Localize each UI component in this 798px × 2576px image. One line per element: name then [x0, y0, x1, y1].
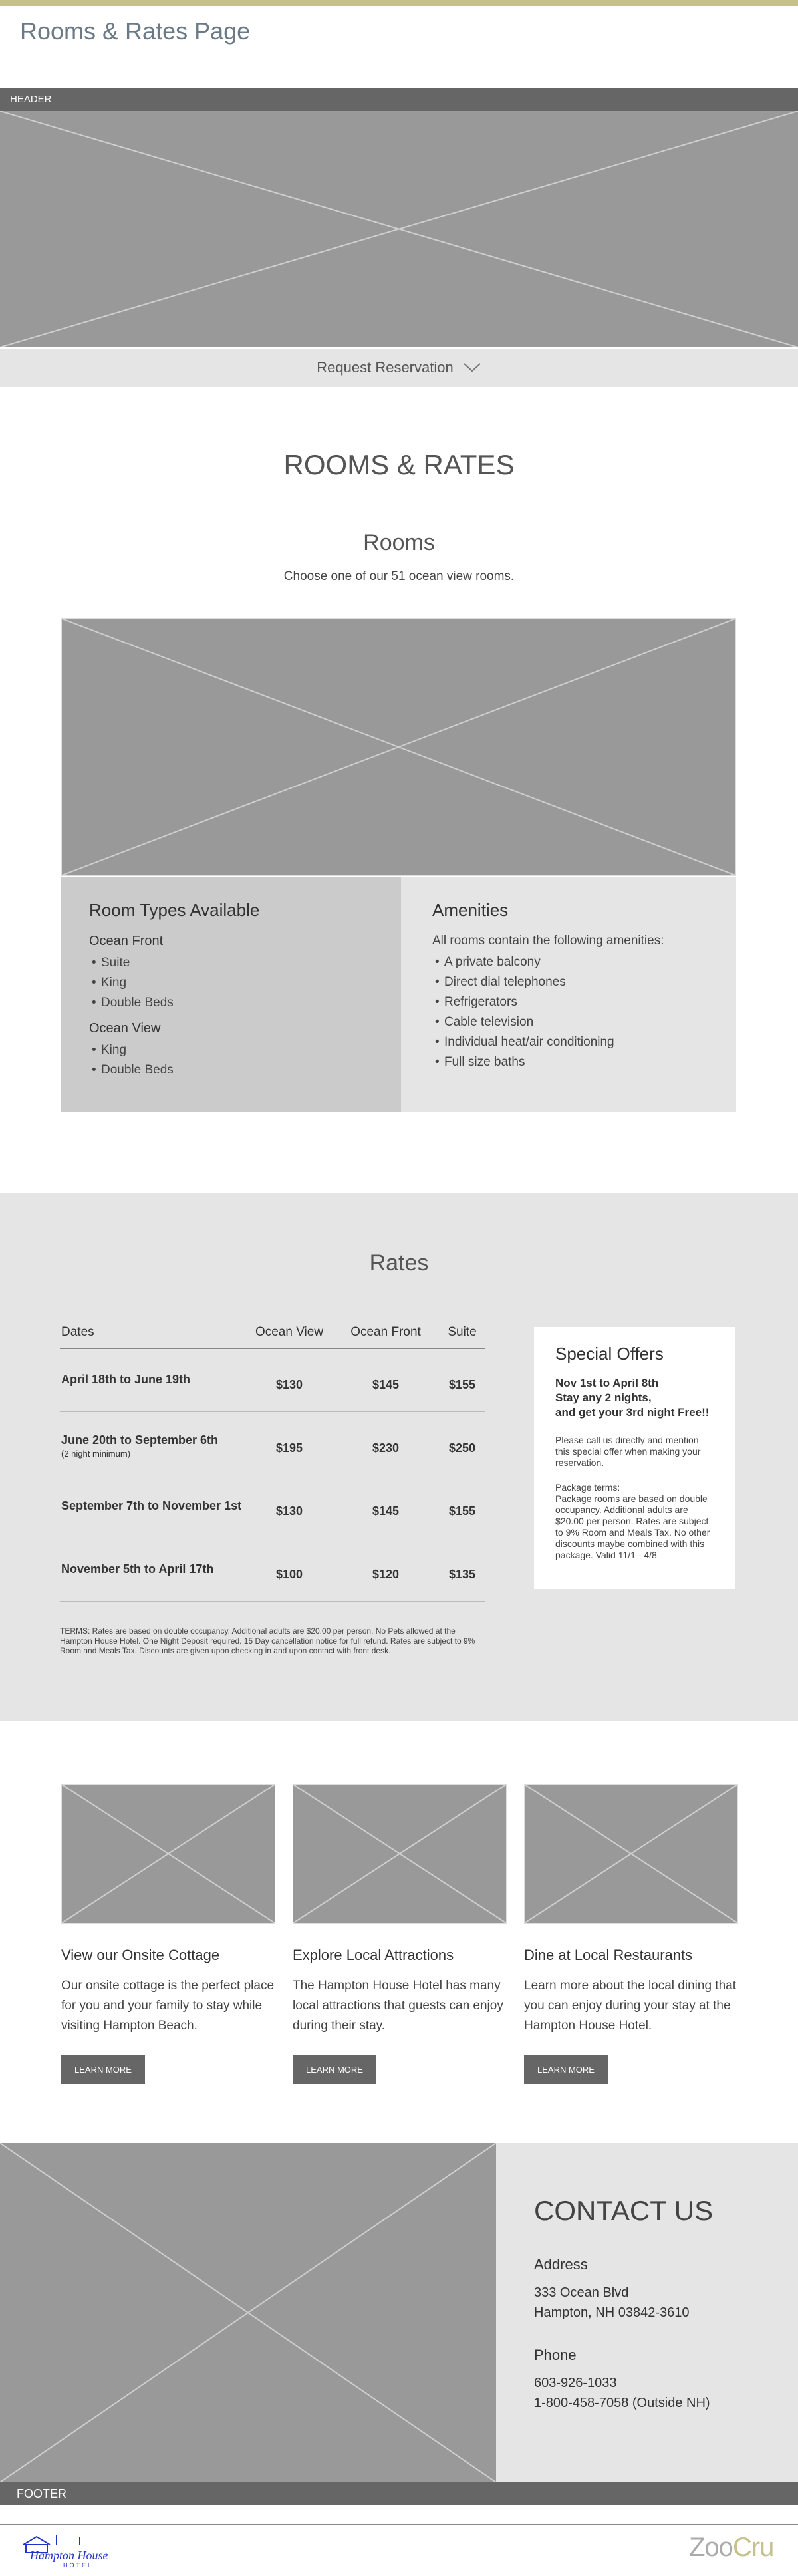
phone-label: Phone — [534, 2347, 577, 2363]
rate-dates — [61, 1562, 213, 1576]
table-row — [60, 1538, 485, 1602]
rate-suite: $250 — [448, 1441, 476, 1455]
list-item: • King — [89, 973, 373, 993]
hotel-logo-sub: HOTEL — [63, 2562, 94, 2569]
learn-more-button[interactable]: LEARN MORE — [293, 2055, 376, 2084]
package-terms-label: Package terms: — [555, 1482, 620, 1493]
cottage-card — [61, 1784, 275, 2084]
list-item: • Full size baths — [432, 1052, 705, 1072]
rate-dates — [61, 1499, 241, 1513]
special-offers-title: Special Offers — [555, 1344, 664, 1363]
rates-terms: TERMS: Rates are based on double occupancy. Additional adults are $20.00 per person. No Pets allowed at the Hampton House Hotel. One Night Deposit required. 15 Day cancellation notice for full refund. Rates are subject to 9% Room and Meals Tax. Discounts are given upon checking in and upon contact with front desk. — [60, 1626, 475, 1655]
card-text: The Hampton House Hotel has many local attractions that guests can enjoy during their stay. — [293, 1979, 503, 2033]
address-line: 333 Ocean Blvd — [534, 2285, 629, 2300]
rate-suite: $155 — [448, 1504, 476, 1518]
request-reservation-dropdown[interactable] — [0, 347, 798, 387]
special-offers-headline — [555, 1376, 714, 1420]
card-title: View our Onsite Cottage — [61, 1947, 220, 1963]
special-offers-note: Please call us directly and mention this special offer when making your reservation. — [555, 1435, 701, 1468]
special-offers-headline-line: and get your 3rd night Free!! — [555, 1406, 710, 1419]
room-group-list — [89, 1040, 373, 1080]
rates-heading: Rates — [369, 1250, 429, 1276]
rate-ocean-view: $130 — [275, 1504, 303, 1518]
amenities-intro: All rooms contain the following amenities: — [432, 934, 664, 948]
column-header: Ocean Front — [350, 1325, 421, 1339]
attractions-card — [293, 1784, 507, 2084]
table-row — [60, 1412, 485, 1475]
learn-more-button[interactable]: LEARN MORE — [61, 2055, 145, 2084]
rate-dates — [61, 1433, 218, 1459]
page-title: Rooms & Rates Page — [20, 17, 251, 45]
special-offers-box — [534, 1327, 735, 1589]
room-types-panel — [61, 877, 401, 1112]
hotel-logo-text: Hampton House — [30, 2549, 108, 2562]
chevron-down-icon — [463, 362, 481, 373]
column-header: Ocean View — [255, 1325, 324, 1339]
rate-ocean-front: $145 — [372, 1378, 400, 1391]
room-group-title: Ocean Front — [89, 934, 164, 948]
address-block — [534, 2256, 760, 2323]
rate-ocean-view: $130 — [275, 1378, 303, 1391]
rooms-subheading: Choose one of our 51 ocean view rooms. — [283, 569, 515, 583]
room-group-list — [89, 953, 373, 1013]
rooms-heading: Rooms — [363, 530, 435, 555]
card-image-placeholder — [61, 1784, 275, 1924]
list-item: • King — [89, 1040, 373, 1060]
rate-ocean-front: $145 — [372, 1504, 400, 1518]
card-text: Learn more about the local dining that you can enjoy during your stay at the Hampton House Hotel. — [524, 1979, 736, 2033]
list-item: • Suite — [89, 953, 373, 973]
card-text: Our onsite cottage is the perfect place for you and your family to stay while visiting Hampton Beach. — [61, 1979, 275, 2033]
rooms-image-placeholder — [61, 618, 736, 876]
header-bar: HEADER — [0, 88, 798, 111]
table-row — [60, 1349, 485, 1412]
package-terms: Package rooms are based on double occupancy. Additional adults are $20.00 per person. Rates are subject to 9% Room and Meals Tax. No other discounts maybe combined with this package. Valid 11/1 - 4/8 — [555, 1493, 710, 1560]
list-item: • Double Beds — [89, 1060, 373, 1080]
rate-dates-label: April 18th to June 19th — [61, 1373, 191, 1386]
rate-dates-label: September 7th to November 1st — [61, 1499, 242, 1512]
contact-panel — [496, 2143, 798, 2482]
room-group-title: Ocean View — [89, 1021, 161, 1036]
rate-dates — [61, 1373, 190, 1387]
phone-number[interactable]: 603-926-1033 — [534, 2376, 617, 2390]
address-line: Hampton, NH 03842-3610 — [534, 2305, 690, 2320]
list-item: • Double Beds — [89, 993, 373, 1013]
card-title: Dine at Local Restaurants — [524, 1947, 693, 1963]
card-title: Explore Local Attractions — [293, 1947, 454, 1963]
footer-bar: FOOTER — [0, 2482, 798, 2505]
room-types-title: Room Types Available — [89, 900, 260, 920]
card-image-placeholder — [293, 1784, 507, 1924]
phone-number[interactable]: 1-800-458-7058 (Outside NH) — [534, 2396, 710, 2410]
rate-note: (2 night minimum) — [61, 1449, 131, 1459]
amenities-title: Amenities — [432, 900, 509, 920]
footer-divider — [0, 2524, 798, 2525]
restaurants-card — [524, 1784, 738, 2084]
rate-ocean-front: $230 — [372, 1441, 400, 1455]
hero-image-placeholder — [0, 111, 798, 347]
list-item: • Individual heat/air conditioning — [432, 1032, 705, 1052]
rates-table — [60, 1321, 485, 1602]
table-row — [60, 1475, 485, 1538]
list-item: • A private balcony — [432, 952, 705, 972]
zoocru-logo-a: Zoo — [689, 2533, 733, 2562]
request-reservation-label: Request Reservation — [317, 359, 454, 376]
special-offers-headline-line: Stay any 2 nights, — [555, 1391, 652, 1404]
column-header: Suite — [448, 1325, 477, 1339]
card-image-placeholder — [524, 1784, 738, 1924]
rate-suite: $155 — [448, 1378, 476, 1391]
rate-ocean-front: $120 — [372, 1568, 400, 1581]
column-header: Dates — [61, 1325, 94, 1339]
zoocru-logo-b: Cru — [732, 2533, 774, 2562]
list-item: • Cable television — [432, 1012, 705, 1032]
learn-more-button[interactable]: LEARN MORE — [524, 2055, 608, 2084]
rate-dates-label: June 20th to September 6th — [61, 1433, 219, 1447]
special-offers-headline-line: Nov 1st to April 8th — [555, 1377, 659, 1389]
rooms-rates-heading: ROOMS & RATES — [283, 449, 515, 480]
rate-dates-label: November 5th to April 17th — [61, 1562, 214, 1576]
contact-title: CONTACT US — [534, 2195, 714, 2226]
zoocru-logo[interactable] — [689, 2533, 773, 2563]
rate-suite: $135 — [448, 1568, 476, 1581]
contact-image-placeholder — [0, 2143, 496, 2482]
address-label: Address — [534, 2256, 588, 2273]
list-item: • Direct dial telephones — [432, 972, 705, 992]
rate-ocean-view: $100 — [275, 1568, 303, 1581]
amenities-panel — [401, 877, 736, 1112]
amenities-list — [432, 952, 705, 1072]
rates-table-header — [60, 1321, 485, 1349]
accent-top-bar — [0, 0, 798, 6]
rate-ocean-view: $195 — [275, 1441, 303, 1455]
list-item: • Refrigerators — [432, 992, 705, 1012]
phone-block — [534, 2347, 760, 2413]
hampton-house-logo[interactable] — [17, 2531, 116, 2570]
